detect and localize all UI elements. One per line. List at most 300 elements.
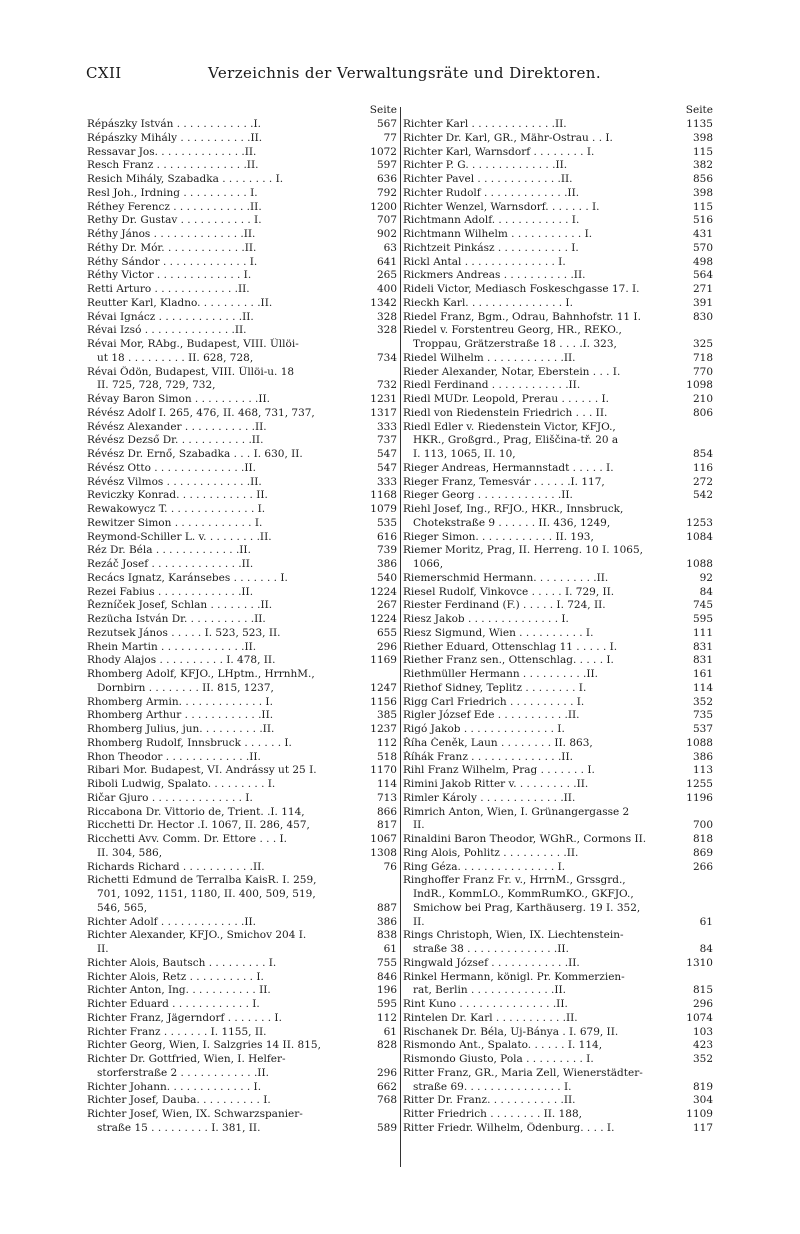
entry-page: 856 [692, 173, 713, 185]
entry-page: 84 [699, 585, 713, 598]
entry-page: 1168 [370, 489, 397, 502]
index-entry [403, 393, 713, 407]
index-entry [87, 434, 397, 448]
left-entries [87, 118, 397, 1136]
entry-text: IndR., KommLO., KommRumKO., GKFJO., [413, 888, 634, 900]
entry-page: 1310 [686, 956, 713, 969]
entry-page: 111 [692, 626, 713, 639]
index-entry [87, 366, 397, 380]
entry-page: 641 [376, 255, 397, 268]
entry-page: 1237 [370, 723, 397, 735]
entry-text: Rischanek Dr. Béla, Uj-Bánya . I. 679, II. [403, 1025, 619, 1038]
entry-text: Richtmann Wilhelm . . . . . . . . . . . I. [403, 228, 593, 240]
entry-text: Říha Čeněk, Laun . . . . . . . . II. 863, [403, 736, 593, 749]
entry-page: 662 [376, 1080, 397, 1093]
entry-page: 1247 [370, 681, 397, 694]
entry-text: Rezücha István Dr. . . . . . . . . . .II. [87, 613, 266, 625]
entry-page: 768 [376, 1094, 397, 1107]
index-entry [403, 902, 713, 916]
index-entry [403, 916, 713, 930]
entry-text: Resich Mihály, Szabadka . . . . . . . . I. [87, 173, 284, 185]
entry-text: Répászky István . . . . . . . . . . . .I. [87, 118, 261, 130]
entry-page: 352 [692, 1053, 713, 1065]
entry-text: Recács Ignatz, Karánsebes . . . . . . . I. [87, 571, 288, 584]
entry-text: Richter Johann. . . . . . . . . . . . . I. [87, 1080, 262, 1093]
index-entry [403, 888, 713, 902]
entry-text: Rieger Simon. . . . . . . . . . . . II. 193, [403, 530, 594, 543]
entry-text: Richter Wenzel, Warnsdorf. . . . . . . I. [403, 200, 600, 213]
index-entry [87, 861, 397, 875]
entry-page: 516 [692, 214, 713, 227]
index-entry [87, 517, 397, 531]
entry-text: Ringwald József . . . . . . . . . . . .II. [403, 956, 580, 969]
index-entry [403, 751, 713, 765]
entry-text: Réthy János . . . . . . . . . . . . . .II. [87, 228, 256, 240]
entry-text: Retti Arturo . . . . . . . . . . . . .II. [87, 283, 250, 295]
index-entry [87, 957, 397, 971]
index-entry [403, 599, 713, 613]
entry-text: Ritter Friedr. Wilhelm, Ödenburg. . . . I. [403, 1121, 615, 1134]
entry-page: 535 [376, 516, 397, 529]
index-entry [87, 764, 397, 778]
entry-text: Richetti Edmund de Terralba KaisR. I. 259, [87, 874, 317, 887]
entry-text: Richter Alois, Bautsch . . . . . . . . . I. [87, 956, 277, 969]
index-entry [87, 159, 397, 173]
entry-page: 1088 [686, 736, 713, 749]
index-entry [403, 214, 713, 228]
entry-page: 1317 [370, 406, 397, 419]
index-entry [403, 352, 713, 366]
entry-page: 718 [692, 351, 713, 364]
entry-text: Riemer Moritz, Prag, II. Herreng. 10 I. 1065, [403, 544, 643, 557]
entry-page: 567 [376, 118, 397, 130]
index-entry [403, 1039, 713, 1053]
entry-text: Riedel v. Forstentreu Georg, HR., REKO., [403, 324, 622, 337]
entry-text: Réthy Victor . . . . . . . . . . . . . I. [87, 269, 252, 282]
entry-page: 117 [692, 1121, 713, 1134]
entry-text: Réz Dr. Béla . . . . . . . . . . . . .II. [87, 544, 251, 557]
entry-page [673, 544, 713, 558]
entry-text: Riedl Edler v. Riedenstein Victor, KFJO., [403, 420, 616, 433]
entry-text: Ritter Friedrich . . . . . . . . II. 188, [403, 1108, 582, 1120]
entry-text: Rhody Alajos . . . . . . . . . . I. 478, II. [87, 654, 276, 667]
entry-page: 838 [376, 929, 397, 942]
entry-text: Rint Kuno . . . . . . . . . . . . . . .II. [403, 998, 568, 1010]
entry-page: 1169 [370, 654, 397, 667]
entry-text: Rinaldini Baron Theodor, WGhR., Cormons II. [403, 833, 647, 845]
index-entry [87, 1108, 397, 1122]
entry-text: Révay Baron Simon . . . . . . . . . .II. [87, 393, 270, 405]
entry-text: Rieger Georg . . . . . . . . . . . . .II. [403, 489, 573, 502]
entry-text: Resch Franz . . . . . . . . . . . . . .II. [87, 159, 259, 172]
entry-text: Rismondo Ant., Spalato. . . . . . I. 114, [403, 1039, 603, 1052]
entry-page: 77 [383, 131, 397, 144]
index-entry [403, 613, 713, 627]
entry-page [357, 888, 397, 902]
entry-text: Rickl Antal . . . . . . . . . . . . . . I. [403, 255, 566, 268]
index-entry [87, 654, 397, 668]
entry-text: Rimini Jakob Ritter v. . . . . . . . . .II. [403, 778, 589, 790]
entry-text: Rismondo Giusto, Pola . . . . . . . . . I. [403, 1053, 594, 1065]
entry-page: 385 [376, 709, 397, 722]
index-entry [87, 998, 397, 1012]
entry-text: Révai Ignácz . . . . . . . . . . . . .II. [87, 310, 254, 323]
index-entry [87, 393, 397, 407]
entry-text: Rintelen Dr. Karl . . . . . . . . . . .II. [403, 1011, 578, 1024]
entry-page: 1196 [686, 791, 713, 804]
entry-text: Riedl von Riedenstein Friedrich . . . II. [403, 406, 608, 419]
entry-text: rat, Berlin . . . . . . . . . . . . .II. [413, 984, 567, 997]
page-number: CXII [86, 64, 122, 82]
index-entry [87, 888, 397, 902]
entry-text: Révész Adolf I. 265, 476, II. 468, 731, 737, [87, 406, 315, 419]
index-entry [403, 929, 713, 943]
index-entry [87, 943, 397, 957]
index-entry [403, 984, 713, 998]
entry-page: 267 [376, 599, 397, 612]
entry-text: Richter Alois, Retz . . . . . . . . . . I. [87, 970, 264, 983]
entry-text: Rickmers Andreas . . . . . . . . . . .II. [403, 269, 586, 282]
index-entry [403, 723, 713, 737]
index-entry [403, 228, 713, 242]
entry-text: Richter Karl, Warnsdorf . . . . . . . . I. [403, 145, 595, 158]
entry-page: 196 [376, 984, 397, 997]
entry-text: Richter Karl . . . . . . . . . . . . .II. [403, 118, 567, 130]
entry-text: Révai Izsó . . . . . . . . . . . . . .II. [87, 324, 247, 337]
entry-text: Réthey Ferencz . . . . . . . . . . . .II. [87, 200, 262, 213]
index-entry [403, 146, 713, 160]
entry-text: Ressavar Jos. . . . . . . . . . . . . .II. [87, 145, 257, 158]
entry-page: 854 [692, 448, 713, 460]
index-entry [403, 654, 713, 668]
index-entry [87, 668, 397, 682]
index-entry [87, 283, 397, 297]
entry-page: 115 [692, 145, 713, 158]
entry-text: Riesel Rudolf, Vinkovce . . . . . I. 729, II. [403, 585, 615, 598]
index-entry [87, 242, 397, 256]
entry-page: 547 [376, 448, 397, 460]
index-entry [403, 682, 713, 696]
index-entry [403, 256, 713, 270]
index-entry [403, 1094, 713, 1108]
entry-text: Dornbirn . . . . . . . . II. 815, 1237, [97, 681, 274, 694]
entry-text: Richter Josef, Wien, IX. Schwarzspanier- [87, 1108, 303, 1120]
index-entry [403, 668, 713, 682]
index-entry [87, 352, 397, 366]
entry-text: Riesz Sigmund, Wien . . . . . . . . . . I. [403, 626, 594, 639]
entry-text: Richter Eduard . . . . . . . . . . . . I. [87, 998, 260, 1010]
entry-text: Rezutsek János . . . . . I. 523, 523, II. [87, 626, 281, 639]
entry-page: 518 [376, 750, 397, 763]
index-entry [403, 421, 713, 435]
entry-page [673, 929, 713, 943]
entry-page: 115 [692, 200, 713, 213]
entry-text: Richtzeit Pinkász . . . . . . . . . . . I. [403, 241, 579, 254]
entry-text: Ritter Dr. Franz. . . . . . . . . . . .II. [403, 1094, 576, 1107]
index-entry [403, 187, 713, 201]
entry-page: 1156 [370, 695, 397, 708]
entry-text: Richter Franz . . . . . . . I. 1155, II. [87, 1025, 267, 1038]
entry-text: Reviczky Konrad. . . . . . . . . . . . II. [87, 489, 268, 502]
index-entry [87, 503, 397, 517]
index-entry [87, 544, 397, 558]
entry-text: Říhák Franz . . . . . . . . . . . . . .II. [403, 750, 573, 763]
index-entry [87, 269, 397, 283]
index-entry [87, 421, 397, 435]
index-entry [87, 489, 397, 503]
index-entry [87, 682, 397, 696]
entry-text: 546, 565, [97, 901, 148, 914]
entry-text: Rigg Carl Friedrich . . . . . . . . . . I. [403, 695, 585, 708]
entry-page: 1109 [686, 1108, 713, 1120]
index-entry [403, 586, 713, 600]
index-entry [87, 627, 397, 641]
index-entry [403, 544, 713, 558]
entry-text: Ring Géza. . . . . . . . . . . . . . . I. [403, 860, 566, 873]
entry-page: 352 [692, 695, 713, 708]
index-entry [403, 297, 713, 311]
index-entry [87, 737, 397, 751]
entry-text: 701, 1092, 1151, 1180, II. 400, 509, 519, [97, 888, 316, 900]
entry-text: Révész Vilmos . . . . . . . . . . . . .II. [87, 475, 262, 488]
index-entry [403, 847, 713, 861]
entry-page [673, 503, 713, 517]
entry-text: Richter Dr. Gottfried, Wien, I. Helfer- [87, 1053, 286, 1065]
index-entry [87, 572, 397, 586]
entry-page: 547 [376, 461, 397, 474]
index-entry [403, 696, 713, 710]
index-entry [87, 201, 397, 215]
index-entry [403, 379, 713, 393]
entry-text: Richter Rudolf . . . . . . . . . . . . .II. [403, 186, 580, 199]
entry-text: Richter Georg, Wien, I. Salzgries 14 II. 815, [87, 1039, 321, 1052]
index-entry [403, 531, 713, 545]
entry-page: 333 [376, 475, 397, 488]
entry-text: Révai Ödön, Budapest, VIII. Üllöi-u. 18 [87, 365, 295, 378]
entry-text: Ricchetti Avv. Comm. Dr. Ettore . . . I. [87, 833, 287, 845]
index-entry [87, 1053, 397, 1067]
index-entry [87, 118, 397, 132]
entry-page [357, 668, 397, 682]
entry-text: ut 18 . . . . . . . . . II. 628, 728, [97, 351, 254, 364]
index-entry [403, 434, 713, 448]
index-entry [403, 971, 713, 985]
entry-page: 61 [699, 915, 713, 928]
entry-text: Richter Dr. Karl, GR., Mähr-Ostrau . . I. [403, 131, 613, 144]
entry-page: 333 [376, 420, 397, 433]
entry-page: 700 [692, 819, 713, 832]
entry-page: 113 [692, 764, 713, 777]
index-entry [403, 489, 713, 503]
index-entry [87, 187, 397, 201]
entry-text: Riedl MUDr. Leopold, Prerau . . . . . . I. [403, 393, 609, 405]
entry-text: Richter Anton, Ing. . . . . . . . . . . II. [87, 984, 271, 997]
seite-label-left: Seite [369, 104, 397, 116]
entry-page: 296 [376, 1066, 397, 1079]
index-entry [403, 159, 713, 173]
entry-text: II. 304, 586, [97, 846, 163, 859]
index-entry [403, 1108, 713, 1122]
index-entry [87, 214, 397, 228]
entry-text: Rhein Martin . . . . . . . . . . . . .II. [87, 640, 257, 653]
index-entry [87, 1039, 397, 1053]
entry-page: 713 [376, 791, 397, 804]
entry-text: Rezáč Josef . . . . . . . . . . . . . .II. [87, 558, 254, 570]
entry-page: 63 [383, 241, 397, 254]
index-entry [403, 764, 713, 778]
index-entry [403, 1122, 713, 1136]
index-entry [403, 957, 713, 971]
entry-page [673, 874, 713, 888]
page-title: Verzeichnis der Verwaltungsräte und Direktoren. [208, 64, 601, 82]
entry-page: 636 [376, 173, 397, 185]
entry-page [673, 324, 713, 338]
entry-page: 386 [376, 558, 397, 570]
entry-text: Riethof Sidney, Teplitz . . . . . . . . I. [403, 681, 587, 694]
entry-page: 597 [376, 159, 397, 172]
entry-page: 595 [376, 998, 397, 1010]
entry-text: Rieger Andreas, Hermannstadt . . . . . I. [403, 461, 614, 474]
index-entry [403, 1081, 713, 1095]
entry-text: Richter Josef, Dauba. . . . . . . . . . I. [87, 1094, 271, 1107]
index-entry [87, 531, 397, 545]
index-entry [403, 118, 713, 132]
entry-text: 1066, [413, 558, 444, 570]
entry-page: 84 [699, 943, 713, 955]
entry-page: 792 [376, 186, 397, 199]
entry-text: Rhomberg Julius, jun. . . . . . . . . .II. [87, 723, 275, 735]
entry-text: Ring Alois, Pohlitz . . . . . . . . . .II. [403, 846, 579, 859]
entry-text: Chotekstraße 9 . . . . . . II. 436, 1249, [413, 516, 611, 529]
index-entry [403, 476, 713, 490]
entry-page: 1088 [686, 558, 713, 570]
entry-text: Rezei Fabius . . . . . . . . . . . . .II. [87, 585, 254, 598]
entry-text: Rieckh Karl. . . . . . . . . . . . . . . I. [403, 296, 573, 309]
entry-text: Ribari Mor. Budapest, VI. Andrássy ut 25 I. [87, 764, 317, 777]
index-entry [403, 242, 713, 256]
entry-text: Révész Alexander . . . . . . . . . . .II. [87, 420, 267, 433]
entry-page: 817 [376, 819, 397, 832]
entry-page [673, 421, 713, 435]
index-entry [87, 1122, 397, 1136]
index-entry [403, 201, 713, 215]
index-entry [87, 228, 397, 242]
entry-text: Smichow bei Prag, Karthäuserg. 19 I. 352, [413, 901, 641, 914]
entry-page: 103 [692, 1025, 713, 1038]
index-entry [403, 998, 713, 1012]
entry-text: HKR., Großgrd., Prag, Eliščina-tř. 20 a [413, 434, 619, 447]
entry-text: Riethmüller Hermann . . . . . . . . . .II. [403, 668, 598, 680]
index-entry [87, 778, 397, 792]
entry-page: 818 [692, 833, 713, 845]
entry-page: 564 [692, 269, 713, 282]
index-entry [87, 751, 397, 765]
entry-page: 398 [692, 186, 713, 199]
entry-page: 595 [692, 613, 713, 625]
entry-text: Resl Joh., Irdning . . . . . . . . . . I. [87, 186, 258, 199]
index-entry [87, 613, 397, 627]
entry-text: Rewitzer Simon . . . . . . . . . . . . I. [87, 516, 263, 529]
index-entry [403, 572, 713, 586]
index-entry [87, 984, 397, 998]
entry-page [673, 1067, 713, 1081]
entry-page [673, 902, 713, 916]
index-entry [87, 476, 397, 490]
index-entry [87, 806, 397, 820]
index-entry [87, 173, 397, 187]
entry-page: 266 [692, 860, 713, 873]
entry-page: 732 [376, 379, 397, 392]
index-entry [403, 503, 713, 517]
entry-text: Reymond-Schiller L. v. . . . . . . . .II. [87, 530, 272, 543]
entry-page: 116 [692, 461, 713, 474]
entry-page: 1072 [370, 145, 397, 158]
entry-text: I. 113, 1065, II. 10, [413, 448, 516, 460]
entry-page: 1255 [686, 778, 713, 790]
index-entry [403, 311, 713, 325]
entry-text: Riboli Ludwig, Spalato. . . . . . . . . I. [87, 778, 276, 790]
entry-page [673, 806, 713, 820]
entry-page: 1200 [370, 200, 397, 213]
entry-text: II. [413, 819, 425, 832]
entry-page: 866 [376, 805, 397, 818]
seite-label-right: Seite [685, 104, 713, 116]
entry-text: Reutter Karl, Kladno. . . . . . . . . .II. [87, 296, 273, 309]
index-entry [403, 874, 713, 888]
index-entry [87, 819, 397, 833]
entry-page: 1079 [370, 503, 397, 515]
entry-text: Répászky Mihály . . . . . . . . . . .II. [87, 131, 263, 144]
index-entry [403, 819, 713, 833]
entry-page [673, 971, 713, 985]
index-entry [87, 902, 397, 916]
entry-page: 887 [376, 901, 397, 914]
entry-page: 815 [692, 984, 713, 997]
entry-page: 819 [692, 1080, 713, 1093]
index-entry [87, 297, 397, 311]
entry-page: 1231 [370, 393, 397, 405]
index-entry [403, 338, 713, 352]
index-entry [403, 792, 713, 806]
entry-page: 296 [692, 998, 713, 1010]
entry-text: Riedl Ferdinand . . . . . . . . . . . .II. [403, 379, 581, 392]
entry-text: Řezníček Josef, Schlan . . . . . . . .II. [87, 599, 273, 612]
index-entry [403, 778, 713, 792]
entry-text: Riedel Wilhelm . . . . . . . . . . . .II. [403, 351, 576, 364]
index-entry [87, 792, 397, 806]
right-entries [403, 118, 713, 1136]
index-entry [403, 132, 713, 146]
entry-page: 739 [376, 544, 397, 557]
index-entry [87, 599, 397, 613]
index-entry [403, 861, 713, 875]
entry-page [357, 1108, 397, 1122]
entry-text: Rhomberg Adolf, KFJO., LHptm., HrrnhM., [87, 668, 315, 680]
entry-page: 92 [699, 571, 713, 584]
entry-page: 1224 [370, 585, 397, 598]
entry-page: 831 [692, 640, 713, 653]
entry-text: Rigler József Ede . . . . . . . . . . .II. [403, 709, 580, 722]
entry-page: 770 [692, 365, 713, 378]
entry-text: Ričar Gjuro . . . . . . . . . . . . . . I. [87, 791, 253, 804]
entry-page: 398 [692, 131, 713, 144]
entry-page: 328 [376, 324, 397, 337]
entry-page: 831 [692, 654, 713, 667]
entry-text: Riesz Jakob . . . . . . . . . . . . . . I. [403, 613, 569, 625]
entry-text: Ringhoffer Franz Fr. v., HrrnM., Grssgrd., [403, 874, 626, 887]
index-entry [87, 324, 397, 338]
entry-page: 1308 [370, 846, 397, 859]
